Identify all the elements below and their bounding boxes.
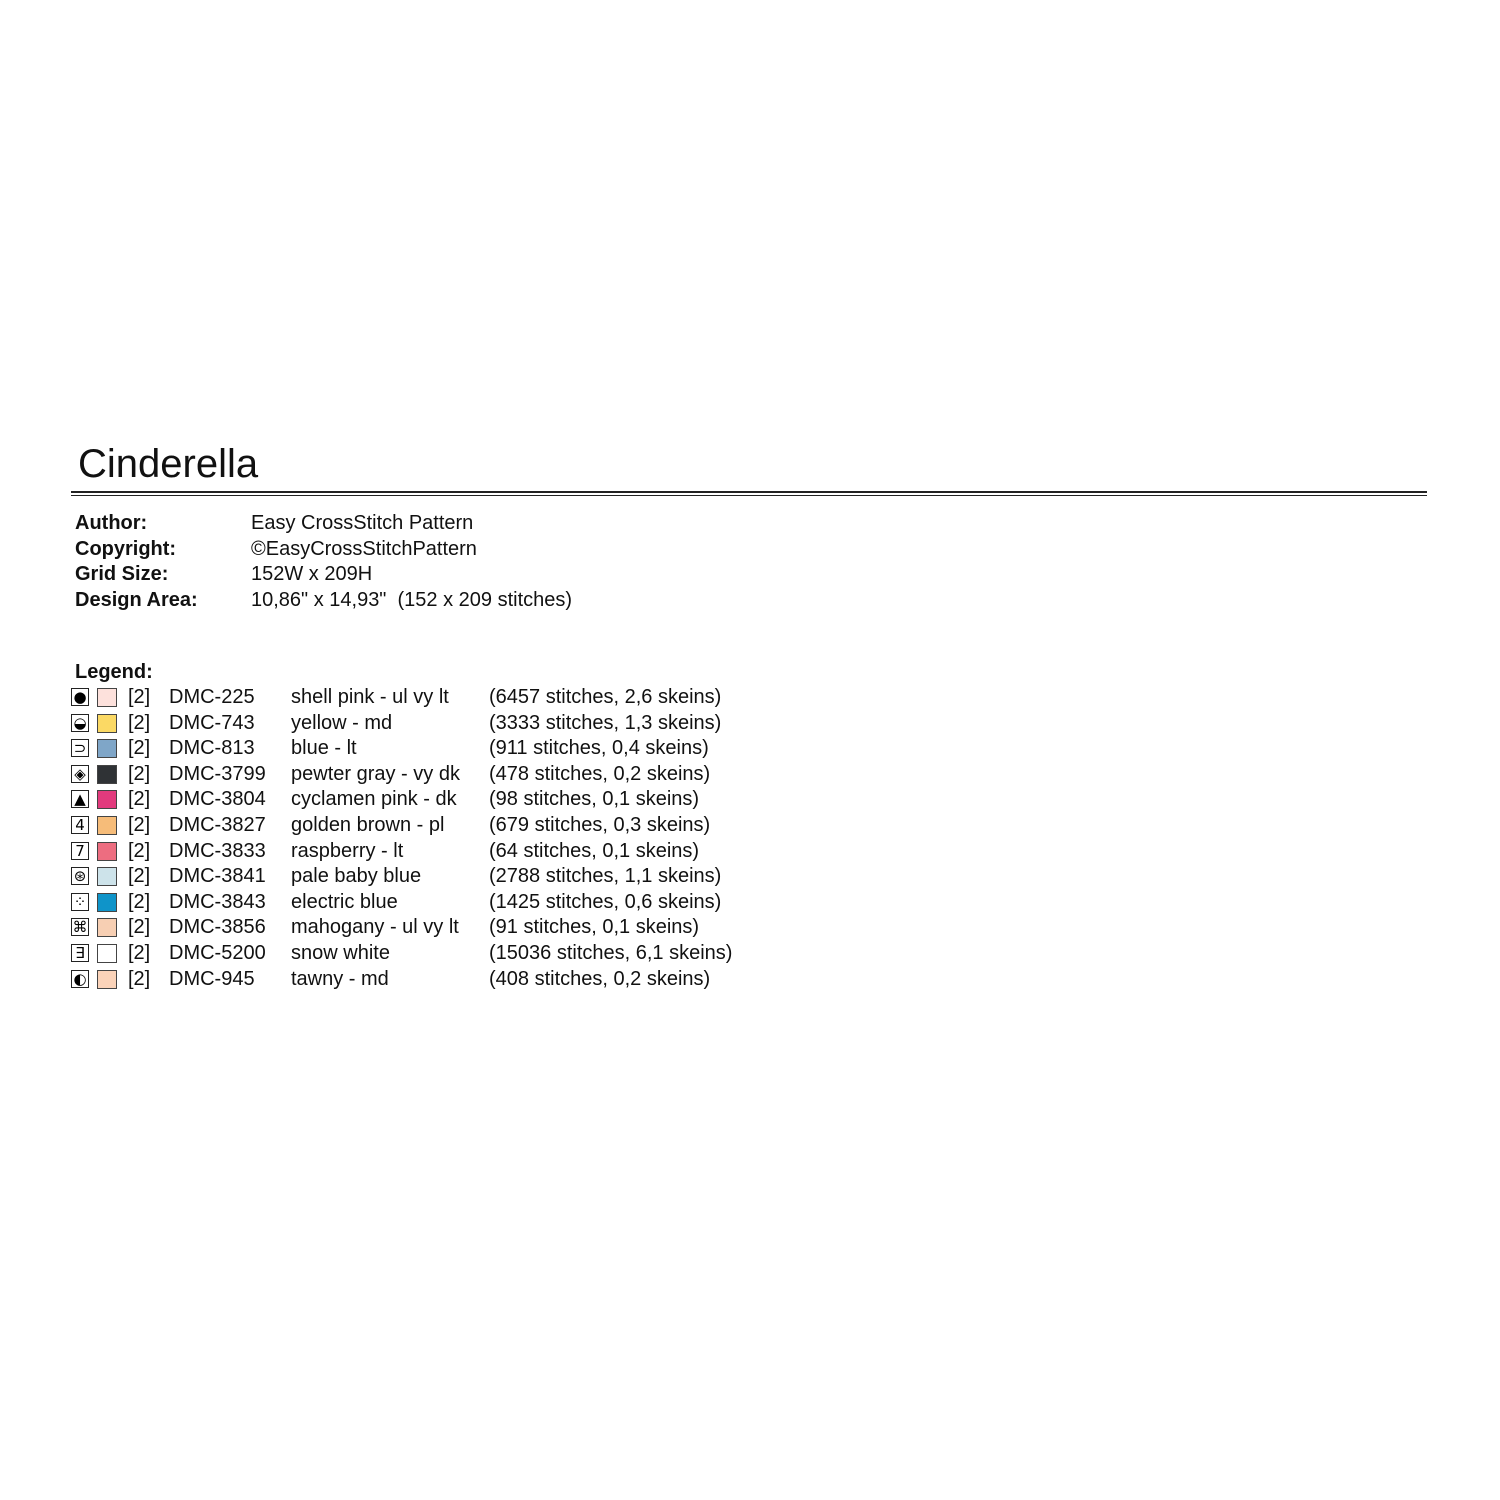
color-name: pale baby blue (291, 865, 422, 888)
four-icon: 4 (71, 816, 89, 834)
strand-count: [2] (128, 839, 151, 862)
strand-count: [2] (128, 865, 151, 888)
color-swatch (97, 765, 117, 784)
color-swatch (97, 944, 117, 963)
stitch-count: (1425 stitches, 0,6 skeins) (489, 890, 722, 913)
four-dots-icon: ⁘ (71, 893, 89, 911)
info-label: Copyright: (75, 537, 177, 560)
stitch-count: (15036 stitches, 6,1 skeins) (489, 941, 733, 964)
color-swatch (97, 688, 117, 707)
color-name: electric blue (291, 890, 398, 913)
stitch-count: (3333 stitches, 1,3 skeins) (489, 711, 722, 734)
dmc-code: DMC-945 (169, 967, 255, 990)
triangle-icon: ▲ (71, 790, 89, 808)
color-swatch (97, 790, 117, 809)
info-label: Grid Size: (75, 563, 169, 586)
title-divider (71, 491, 1427, 493)
info-value: Easy CrossStitch Pattern (251, 512, 474, 534)
color-name: pewter gray - vy dk (291, 762, 460, 785)
seven-icon: 7 (71, 842, 89, 860)
stitch-count: (911 stitches, 0,4 skeins) (489, 737, 709, 760)
info-value: 152W x 209H (251, 563, 373, 586)
color-name: tawny - md (291, 967, 389, 990)
strand-count: [2] (128, 762, 151, 785)
dmc-code: DMC-3833 (169, 839, 266, 862)
dmc-code: DMC-3799 (169, 762, 266, 785)
exists-icon: ∃ (71, 944, 89, 962)
dmc-code: DMC-5200 (169, 941, 266, 964)
dmc-code: DMC-813 (169, 737, 255, 760)
strand-count: [2] (128, 788, 151, 811)
color-swatch (97, 970, 117, 989)
diamond-icon: ◈ (71, 765, 89, 783)
color-name: snow white (291, 941, 390, 964)
dmc-code: DMC-743 (169, 711, 255, 734)
strand-count: [2] (128, 967, 151, 990)
color-name: mahogany - ul vy lt (291, 916, 459, 939)
color-name: blue - lt (291, 737, 357, 760)
strand-count: [2] (128, 916, 151, 939)
command-icon: ⌘ (72, 918, 88, 937)
color-swatch (97, 739, 117, 758)
half-filled-circle-icon: ◐ (71, 970, 89, 988)
stitch-count: (6457 stitches, 2,6 skeins) (489, 686, 722, 708)
dmc-code: DMC-3841 (169, 865, 266, 888)
dmc-code: DMC-3843 (169, 890, 266, 913)
color-swatch (97, 867, 117, 886)
strand-count: [2] (128, 813, 151, 836)
color-swatch (97, 842, 117, 861)
page-title: Cinderella (78, 442, 259, 486)
circled-asterisk-icon: ⊛ (71, 867, 89, 885)
color-swatch (97, 918, 117, 937)
dmc-code: DMC-225 (169, 686, 255, 708)
strand-count: [2] (128, 737, 151, 760)
color-name: yellow - md (291, 711, 393, 734)
info-value: ©EasyCrossStitchPattern (251, 537, 477, 560)
stitch-count: (2788 stitches, 1,1 skeins) (489, 865, 722, 888)
title-divider-secondary (71, 495, 1427, 496)
stitch-count: (98 stitches, 0,1 skeins) (489, 788, 700, 811)
color-name: cyclamen pink - dk (291, 788, 457, 811)
strand-count: [2] (128, 686, 151, 708)
color-swatch (97, 893, 117, 912)
color-swatch (97, 816, 117, 835)
stitch-count: (91 stitches, 0,1 skeins) (489, 916, 700, 939)
color-swatch (97, 714, 117, 733)
stitch-count: (679 stitches, 0,3 skeins) (489, 813, 711, 836)
dmc-code: DMC-3804 (169, 788, 266, 811)
info-value: 10,86" x 14,93" (152 x 209 stitches) (251, 588, 573, 611)
color-name: golden brown - pl (291, 813, 445, 836)
legend-title: Legend: (75, 661, 153, 683)
info-label: Design Area: (75, 588, 198, 611)
strand-count: [2] (128, 890, 151, 913)
info-label: Author: (75, 512, 148, 534)
stitch-count: (478 stitches, 0,2 skeins) (489, 762, 711, 785)
color-name: raspberry - lt (291, 839, 404, 862)
stitch-count: (64 stitches, 0,1 skeins) (489, 839, 700, 862)
superset-icon: ⊃ (71, 739, 89, 757)
dot-icon: ● (71, 688, 89, 706)
half-circle-icon: ◒ (71, 714, 89, 732)
dmc-code: DMC-3856 (169, 916, 266, 939)
strand-count: [2] (128, 941, 151, 964)
stitch-count: (408 stitches, 0,2 skeins) (489, 967, 711, 990)
dmc-code: DMC-3827 (169, 813, 266, 836)
strand-count: [2] (128, 711, 151, 734)
color-name: shell pink - ul vy lt (291, 686, 449, 708)
